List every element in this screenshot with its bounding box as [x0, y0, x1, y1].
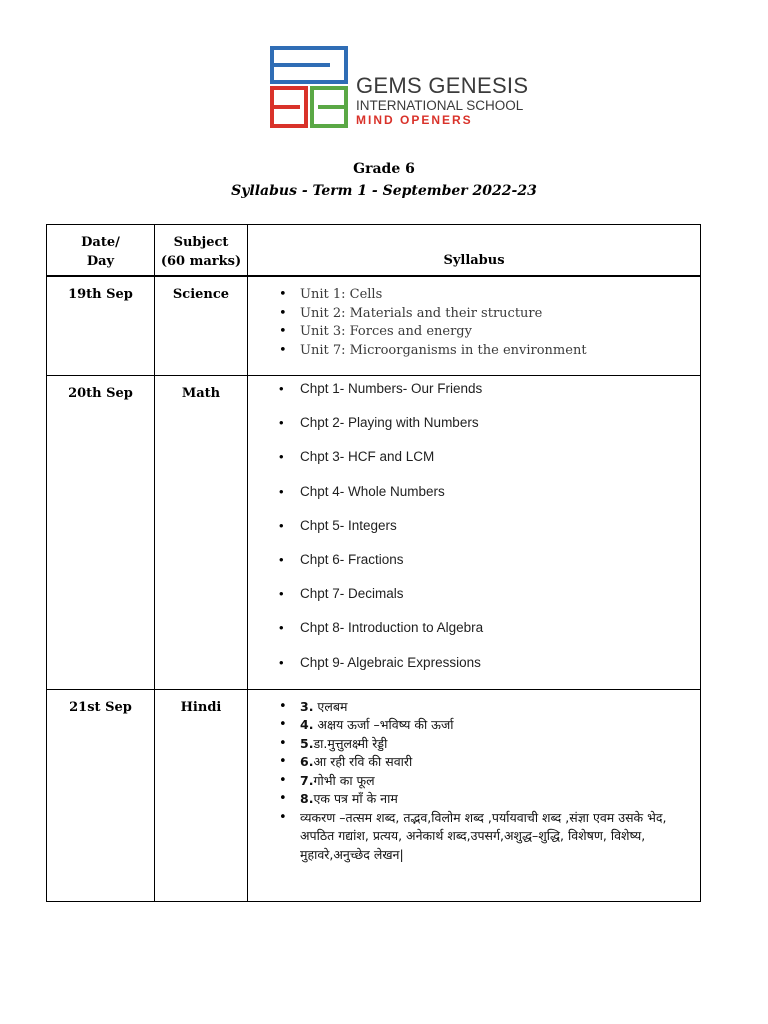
item-number: 3. [300, 698, 314, 714]
list-item [300, 698, 692, 717]
list-item [300, 753, 692, 772]
item-text: एलबम [313, 698, 348, 714]
column-header-subject [155, 225, 248, 277]
list-item: • Chpt 5- Integers [300, 518, 700, 552]
logo-tagline: MIND OPENERS [356, 113, 473, 127]
list-item [300, 809, 692, 865]
row-date: 20th Sep [47, 376, 155, 690]
list-item: • Chpt 3- HCF and LCM [300, 449, 700, 483]
item-number: 6. [300, 754, 314, 770]
item-number: 8. [300, 791, 314, 807]
item-number: 7. [300, 772, 314, 788]
school-logo-icon [270, 46, 350, 128]
table-row [47, 689, 701, 901]
column-header-subject-line2: (60 marks) [160, 254, 242, 269]
list-item: • Unit 1: Cells [300, 286, 700, 305]
row-date: 19th Sep [47, 276, 155, 376]
list-item: • Chpt 1- Numbers- Our Friends [300, 381, 700, 415]
syllabus-list [248, 690, 700, 865]
item-text: एक पत्र माँ के नाम [313, 791, 398, 807]
list-item: • Unit 7: Microorganisms in the environment [300, 342, 700, 361]
syllabus-list [248, 376, 700, 689]
list-item [300, 790, 692, 809]
item-number: 5. [300, 735, 314, 751]
list-item [300, 716, 692, 735]
row-syllabus [248, 376, 701, 690]
logo-school-type: INTERNATIONAL SCHOOL [356, 98, 524, 113]
list-item: • Unit 2: Materials and their structure [300, 305, 700, 324]
row-subject: Math [155, 376, 248, 690]
grade-heading: Grade 6 [353, 161, 415, 177]
item-text: व्यकरण –तत्सम शब्द, तद्भव,विलोम शब्द ,पर्यायवाची शब्द ,संज्ञा एवम उसके भेद, अपठित गद्यांश, प्रत्यय, अनेकार्थ शब्द,उपसर्ग,अशुद्ध–शुद्धि, विशेषण, विशेष्य, मुहावरे,अनुच्छेद लेखन| [300, 809, 667, 862]
column-header-syllabus-label: Syllabus [443, 253, 505, 268]
list-item: • Chpt 7- Decimals [300, 586, 700, 620]
column-header-date-line2: Day [86, 254, 115, 269]
list-item: • Chpt 8- Introduction to Algebra [300, 620, 700, 654]
item-text: अक्षय ऊर्जा –भविष्य की ऊर्जा [313, 717, 454, 733]
column-header-date-line1: Date/ [81, 235, 120, 250]
list-item: • Unit 3: Forces and energy [300, 323, 700, 342]
list-item [300, 735, 692, 754]
column-header-subject-line1: Subject [173, 235, 229, 250]
row-syllabus [248, 276, 701, 376]
item-text: आ रही रवि की सवारी [313, 754, 413, 770]
list-item: • Chpt 6- Fractions [300, 552, 700, 586]
table-header-row [47, 225, 701, 277]
item-text: डा.मुत्तुलक्ष्मी रेड्डी [313, 735, 388, 751]
row-subject: Science [155, 276, 248, 376]
logo-text [356, 74, 536, 127]
list-item: • Chpt 2- Playing with Numbers [300, 415, 700, 449]
table-row [47, 376, 701, 690]
list-item: • Chpt 4- Whole Numbers [300, 484, 700, 518]
table-row [47, 276, 701, 376]
syllabus-list [248, 277, 700, 360]
row-date: 21st Sep [47, 689, 155, 901]
column-header-date [47, 225, 155, 277]
row-subject: Hindi [155, 689, 248, 901]
item-text: गोभी का फूल [313, 772, 375, 788]
school-logo [270, 46, 530, 128]
syllabus-table [46, 224, 701, 902]
list-item: • Chpt 9- Algebraic Expressions [300, 655, 700, 689]
column-header-syllabus [248, 225, 701, 277]
row-syllabus [248, 689, 701, 901]
syllabus-subtitle: Syllabus - Term 1 - September 2022-23 [231, 183, 537, 199]
item-number: 4. [300, 717, 314, 733]
logo-school-name: GEMS GENESIS [356, 73, 529, 98]
list-item [300, 772, 692, 791]
